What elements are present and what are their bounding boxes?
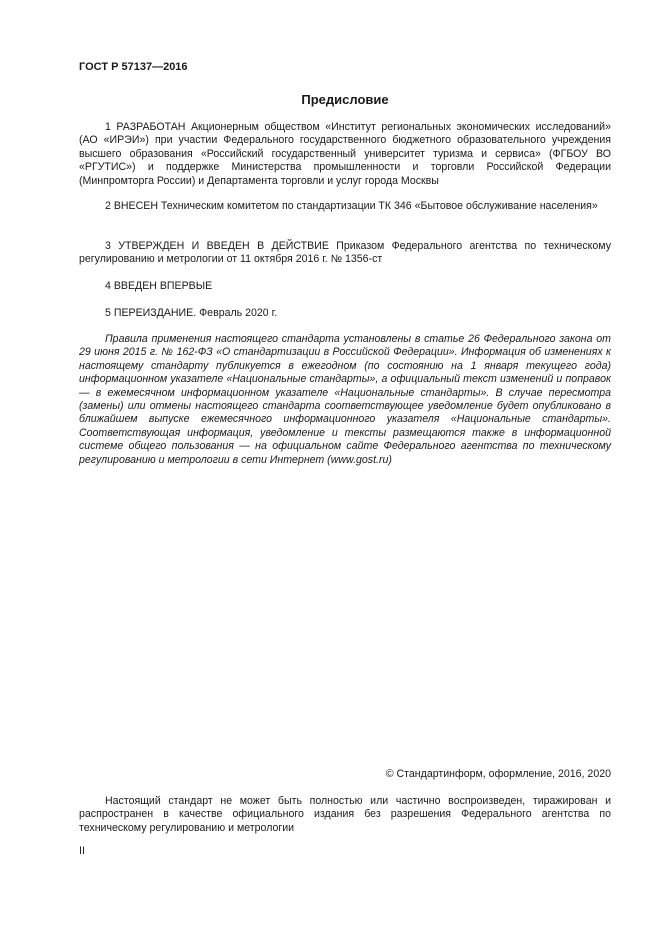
reproduction-notice: Настоящий стандарт не может быть полностью или частично воспроизведен, тиражирован и распространен в качестве официального издания без разрешения Федерального агентства по техническому регулированию и метрологии (79, 795, 611, 834)
rules-note: Правила применения настоящего стандарта установлены в статье 26 Федерального закона от 29 июня 2015 г. № 162-ФЗ «О стандартизации в Российской Федерации». Информация об изменениях к настоящему стандарту публикуется в ежегодном (по состоянию на 1 января текущего года) информационном указателе «Национальные стандарты», а официальный текст изменений и поправок — в ежемесячном информационном указателе «Национальные стандарты». В случае пересмотра (замены) или отмены настоящего стандарта соответствующее уведомление будет опубликовано в ближайшем выпуске ежемесячного информационного указателя «Национальные стандарты». Соответствующая информация, уведомление и тексты размещаются также в информационной системе общего пользования — на официальном сайте Федерального агентства по техническому регулированию и метрологии в сети Интернет (www.gost.ru) (79, 333, 611, 466)
copyright: © Стандартинформ, оформление, 2016, 2020 (385, 768, 611, 780)
paragraph-introduced-by: 2 ВНЕСЕН Техническим комитетом по стандартизации ТК 346 «Бытовое обслуживание населения» (105, 200, 598, 212)
paragraph-developed-by: 1 РАЗРАБОТАН Акционерным обществом «Институт региональных экономических исследований» (АО «ИРЭИ») при участии Федерального государственного бюджетного образовательного учреждения высшего образования «Российский государственный университет туризма и сервиса» (ФГБОУ ВО «РГУТИС») и поддержке Министерства промышленности и торговли Российской Федерации (Минпромторга России) и Департамента торговли и услуг города Москвы (79, 121, 611, 187)
paragraph-first-introduced: 4 ВВЕДЕН ВПЕРВЫЕ (105, 280, 213, 292)
paragraph-reissue: 5 ПЕРЕИЗДАНИЕ. Февраль 2020 г. (105, 307, 278, 319)
page-number: II (79, 845, 85, 857)
standard-code: ГОСТ Р 57137—2016 (79, 61, 188, 73)
paragraph-approved: 3 УТВЕРЖДЕН И ВВЕДЕН В ДЕЙСТВИЕ Приказом Федерального агентства по техническому регулированию и метрологии от 11 октября 2016 г. № 1356-ст (79, 240, 611, 266)
page-title: Предисловие (301, 92, 389, 107)
